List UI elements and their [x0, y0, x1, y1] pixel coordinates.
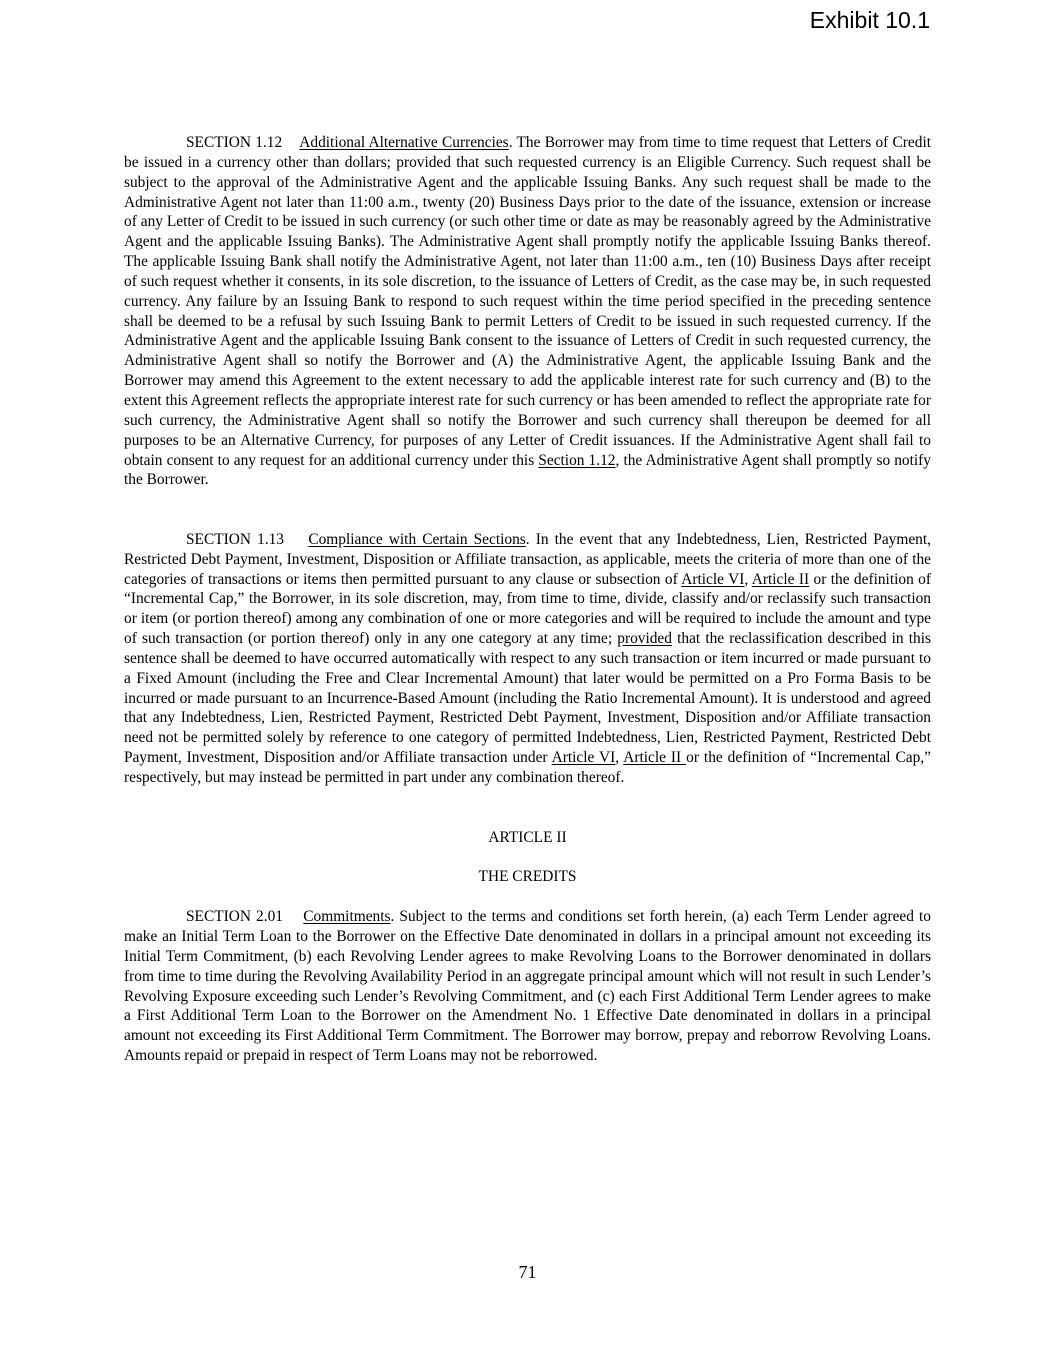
section-1-12-title: Additional Alternative Currencies — [299, 134, 509, 151]
document-body — [124, 133, 931, 1066]
article-heading: ARTICLE II — [488, 828, 567, 846]
section-1-12-cross-reference: Section 1.12 — [538, 451, 616, 469]
section-1-13-text-2: or the definition of “Incremental Cap,” the Borrower, in its sole discretion, may, from time to time, divide, classify and/or reclassify such transaction or item (or portion thereof) among any combination of one or more categories and will be required to include the amount and type of such transaction (or portion thereof) only in any one category at any time; — [124, 570, 931, 648]
section-1-13-paragraph — [124, 530, 931, 788]
section-2-01-number: SECTION 2.01 — [186, 908, 283, 926]
section-2-01-title: Commitments — [303, 908, 391, 926]
article-ii-reference: Article II — [751, 570, 810, 588]
article-ii-reference: Article II — [623, 749, 687, 767]
section-2-01-paragraph — [124, 907, 931, 1066]
article-title: THE CREDITS — [478, 868, 577, 886]
section-1-13-text-4: or the definition of “Incremental Cap,” respectively, but may instead be permitted in part under any combination thereof. — [124, 749, 931, 786]
section-1-12-text-1: . The Borrower may from time to time request that Letters of Credit be issued in a currency other than dollars; provided that such requested currency is an Eligible Currency. Such request shall be subject to the approval of the Administrative Agent and the applicable Issuing Banks. Any such request shall be made to the Administrative Agent not later than 11:00 a.m., twenty (20) Business Days prior to the date of the issuance, extension or increase of any Letter of Credit to be issued in such currency (or such other time or date as may be reasonably agreed by the Administrative Agent and the applicable Issuing Banks). The Administrative Agent shall promptly notify the applicable Issuing Banks thereof. The applicable Issuing Bank shall notify the Administrative Agent, not later than 11:00 a.m., ten (10) Business Days after receipt of such request whether it consents, in its sole discretion, to the issuance of Letters of Credit, as the case may be, in such requested currency. Any failure by an Issuing Bank to respond to such request within the time period specified in the preceding sentence shall be deemed to be a refusal by such Issuing Bank to permit Letters of Credit to be issued in such requested currency. If the Administrative Agent and the applicable Issuing Bank consent to the issuance of Letters of Credit in such requested currency, the Administrative Agent shall so notify the Borrower and (A) the Administrative Agent, the applicable Issuing Bank and the Borrower may amend this Agreement to the extent necessary to add the applicable interest rate for such currency and (B) to the extent this Agreement reflects the appropriate interest rate for such currency or has been amended to reflect the appropriate rate for such currency, the Administrative Agent shall so notify the Borrower and such currency shall thereupon be deemed for all purposes to be an Alternative Currency, for purposes of any Letter of Credit issuances. If the Administrative Agent shall fail to obtain consent to any request for an additional currency under this — [124, 134, 932, 469]
article-vi-reference: Article VI — [551, 749, 616, 767]
section-1-13-text-3: that the reclassification described in this sentence shall be deemed to have occurred automatically with respect to any such transaction or item incurred or made pursuant to a Fixed Amount (including the Free and Clear Incremental Amount) that later would be permitted on a Pro Forma Basis to be incurred or made pursuant to an Incurrence-Based Amount (including the Ratio Incremental Amount). It is understood and agreed that any Indebtedness, Lien, Restricted Payment, Restricted Debt Payment, Investment, Disposition and/or Affiliate transaction need not be permitted solely by reference to one category of permitted Indebtedness, Lien, Restricted Payment, Restricted Debt Payment, Investment, Disposition and/or Affiliate transaction under — [124, 630, 931, 767]
section-1-12-paragraph — [124, 133, 931, 490]
section-1-13-text-1: . In the event that any Indebtedness, Lien, Restricted Payment, Restricted Debt Payment, Investment, Disposition or Affiliate transaction, as applicable, meets the criteria of more than one of the categories of transactions or items then permitted pursuant to any clause or subsection of — [124, 530, 931, 588]
separator: , — [615, 749, 624, 767]
section-2-01-text-1: . Subject to the terms and conditions set forth herein, (a) each Term Lender agreed to make an Initial Term Loan to the Borrower on the Effective Date denominated in dollars in a principal amount not exceeding its Initial Term Commitment, (b) each Revolving Lender agrees to make Revolving Loans to the Borrower denominated in dollars from time to time during the Revolving Availability Period in an aggregate principal amount which will not result in such Lender’s Revolving Exposure exceeding such Lender’s Revolving Commitment, and (c) each First Additional Term Lender agrees to make a First Additional Term Loan to the Borrower on the Amendment No. 1 Effective Date denominated in dollars in a principal amount not exceeding its First Additional Term Commitment. The Borrower may borrow, prepay and reborrow Revolving Loans. Amounts repaid or prepaid in respect of Term Loans may not be reborrowed. — [124, 908, 932, 1065]
separator: , — [744, 570, 752, 588]
section-1-12-text-2: , the Administrative Agent shall promptly so notify the Borrower. — [124, 451, 931, 489]
section-1-13-title: Compliance with Certain Sections — [308, 530, 526, 548]
page-number: 71 — [518, 1262, 537, 1282]
article-vi-reference: Article VI — [681, 570, 745, 588]
section-1-12-number: SECTION 1.12 — [186, 134, 283, 151]
exhibit-label: Exhibit 10.1 — [809, 7, 930, 33]
provided-term: provided — [617, 630, 672, 648]
section-1-13-number: SECTION 1.13 — [186, 530, 284, 548]
